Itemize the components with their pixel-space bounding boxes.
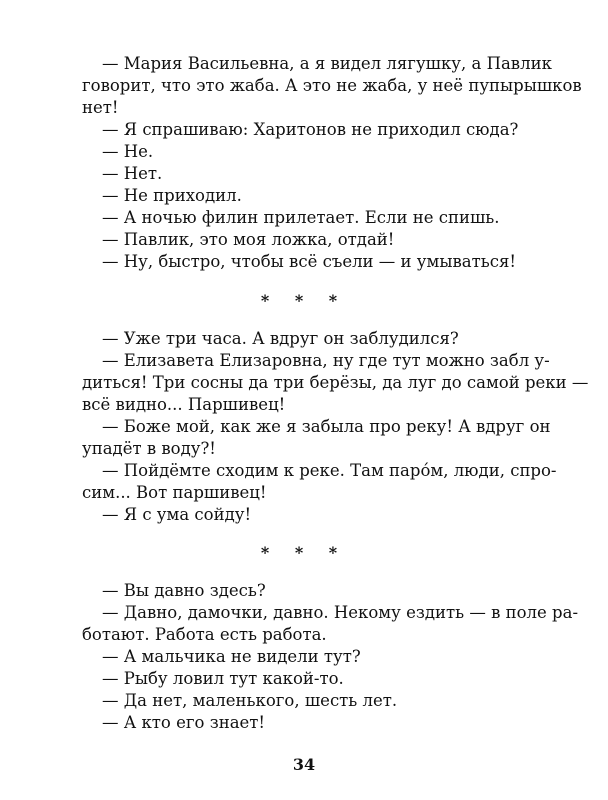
- text-line: — Вы давно здесь?: [102, 581, 266, 600]
- text-line: — Ну, быстро, чтобы всё съели — и умываться!: [102, 252, 516, 271]
- text-line: — Не приходил.: [102, 186, 242, 205]
- text-line: — Давно, дамочки, давно. Некому ездить — в поле ра-: [102, 603, 579, 622]
- text-line: — Боже мой, как же я забыла про реку! А вдруг он: [102, 417, 551, 436]
- text-line: — Нет.: [102, 164, 163, 183]
- text-line: упадёт в воду?!: [82, 439, 216, 458]
- text-line: — Елизавета Елизаровна, ну где тут можно забл у-: [102, 351, 550, 370]
- text-line: — А ночью филин прилетает. Если не спишь.: [102, 208, 500, 227]
- text-line: диться! Три сосны да три берёзы, да луг до самой реки —: [82, 373, 589, 392]
- page-number: 34: [292, 755, 316, 774]
- text-line: — Я с ума сойду!: [102, 505, 252, 524]
- section-separator: * * *: [260, 291, 348, 310]
- text-line: говорит, что это жаба. А это не жаба, у неё пупырышков: [82, 76, 582, 95]
- text-line: сим... Вот паршивец!: [82, 483, 267, 502]
- text-line: — Не.: [102, 142, 154, 161]
- text-line: — А кто его знает!: [102, 713, 266, 732]
- text-line: — Уже три часа. А вдруг он заблудился?: [102, 329, 459, 348]
- text-line: — Да нет, маленького, шесть лет.: [102, 691, 398, 710]
- text-line: — А мальчика не видели тут?: [102, 647, 361, 666]
- text-line: нет!: [82, 98, 119, 117]
- text-line: всё видно... Паршивец!: [82, 395, 286, 414]
- text-line: ботают. Работа есть работа.: [82, 625, 327, 644]
- text-line: — Я спрашиваю: Харитонов не приходил сюда?: [102, 120, 519, 139]
- text-line: — Рыбу ловил тут какой-то.: [102, 669, 344, 688]
- text-line: — Пойдёмте сходим к реке. Там паро́м, люди, спро-: [102, 461, 557, 480]
- text-line: — Мария Васильевна, а я видел лягушку, а Павлик: [102, 54, 552, 73]
- text-line: — Павлик, это моя ложка, отдай!: [102, 230, 395, 249]
- section-separator: * * *: [260, 543, 348, 562]
